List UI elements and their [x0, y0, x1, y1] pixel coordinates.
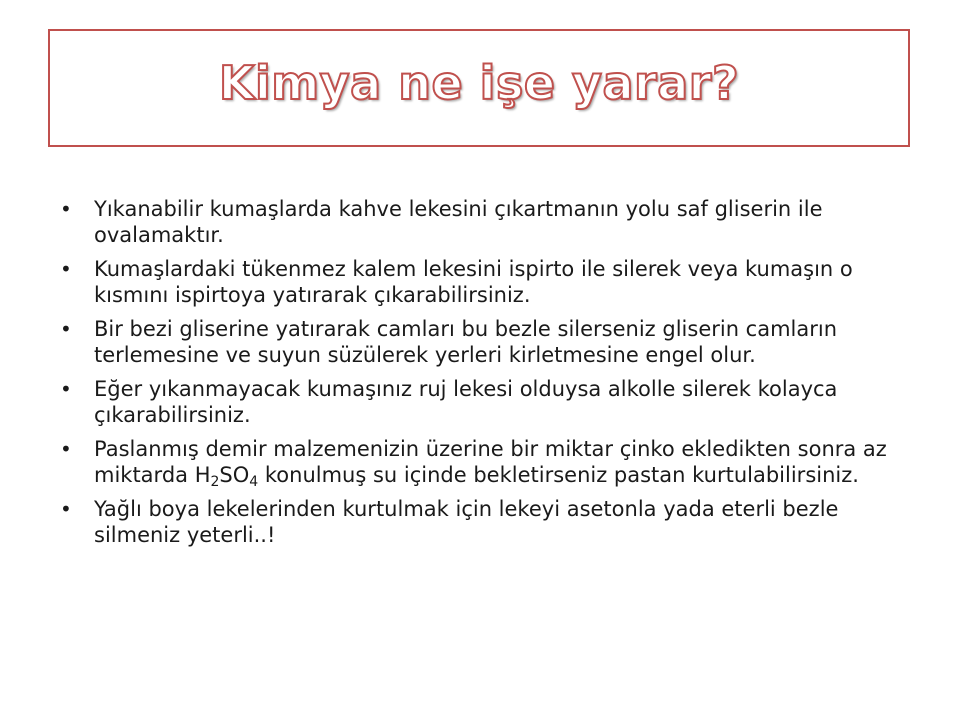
bullet-text: Yıkanabilir kumaşlarda kahve lekesini çıkartmanın yolu saf gliserin ile ovalamaktır. — [94, 197, 823, 247]
bullet-list — [60, 196, 900, 556]
bullet-text: Kumaşlardaki tükenmez kalem lekesini ispirto ile silerek veya kumaşın o kısmını ispirtoya yatırarak çıkarabilirsiniz. — [94, 257, 853, 307]
formula-h: H — [194, 463, 211, 487]
bullet-dot-icon: • — [60, 437, 72, 461]
bullet-item — [60, 376, 900, 428]
bullet-text: Yağlı boya lekelerinden kurtulmak için lekeyi asetonla yada eterli bezle silmeniz yeterli..! — [94, 497, 839, 547]
bullet-text: Bir bezi gliserine yatırarak camları bu bezle silerseniz gliserin camların terlemesine ve suyun süzülerek yerleri kirletmesine engel olur. — [94, 317, 838, 367]
bullet-dot-icon: • — [60, 497, 72, 521]
bullet-item — [60, 316, 900, 368]
formula-h-subscript: 2 — [210, 474, 220, 490]
slide-title: Kimya ne işe yarar? — [218, 56, 740, 110]
bullet-dot-icon: • — [60, 377, 72, 401]
bullet-dot-icon: • — [60, 197, 72, 221]
bullet-item — [60, 436, 900, 488]
bullet-dot-icon: • — [60, 317, 72, 341]
bullet-text-before: Paslanmış demir malzemenizin üzerine bir miktar çinko ekledikten sonra az miktarda — [94, 437, 887, 487]
bullet-text: Eğer yıkanmayacak kumaşınız ruj lekesi olduysa alkolle silerek kolayca çıkarabilirsiniz. — [94, 377, 838, 427]
bullet-item — [60, 196, 900, 248]
bullet-item — [60, 496, 900, 548]
bullet-text-after: konulmuş su içinde bekletirseniz pastan kurtulabilirsiniz. — [258, 463, 859, 487]
formula-so-subscript: 4 — [249, 474, 259, 490]
bullet-dot-icon: • — [60, 257, 72, 281]
title-box — [48, 29, 910, 147]
formula-so: SO — [219, 463, 250, 487]
bullet-item — [60, 256, 900, 308]
